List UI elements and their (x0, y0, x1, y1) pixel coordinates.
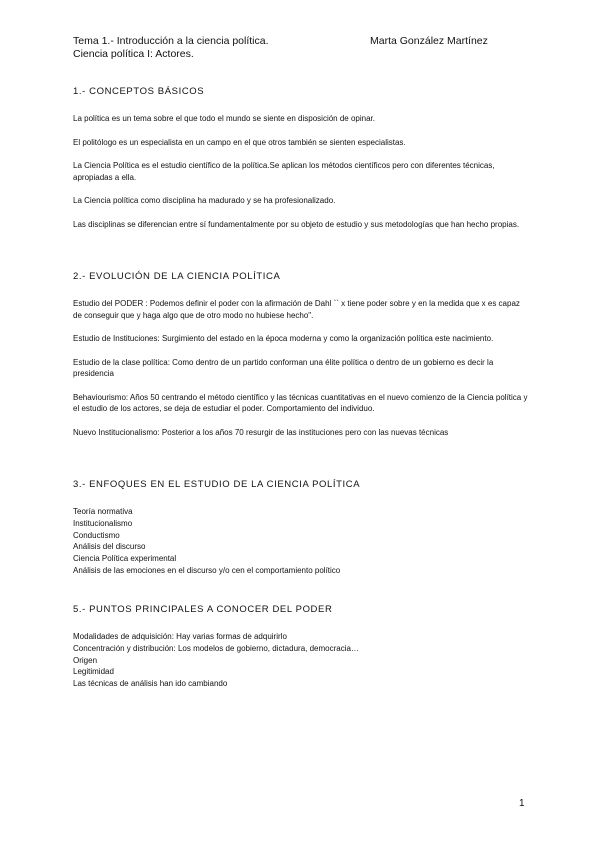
paragraph: La Ciencia política como disciplina ha madurado y se ha profesionalizado. (73, 196, 336, 205)
section-title: 2.- EVOLUCIÓN DE LA CIENCIA POLÍTICA (73, 271, 281, 282)
section-conceptos-basicos (73, 86, 528, 242)
header-topic: Tema 1.- Introducción a la ciencia política. (73, 35, 269, 47)
header-author: Marta González Martínez (370, 35, 488, 47)
list-item: Origen (73, 655, 98, 665)
list-item: Conductismo (73, 530, 120, 540)
paragraph: Estudio de la clase política: Como dentro de un partido conforman una élite política o dentro de un gobierno es decir la presidencia (73, 357, 494, 378)
list-item: Ciencia Política experimental (73, 554, 177, 564)
list-item: Las técnicas de análisis han ido cambiando (73, 679, 228, 689)
enfoques-list (73, 506, 360, 577)
list-item: Modalidades de adquisición: Hay varias formas de adquirirlo (73, 632, 287, 641)
list-item: Teoría normativa (73, 507, 133, 516)
list-item: Análisis de las emociones en el discurso y/o cen el comportamiento político (73, 565, 341, 575)
section-title: 5.- PUNTOS PRINCIPALES A CONOCER DEL PODER (73, 604, 333, 615)
section-enfoques (73, 479, 360, 577)
section-title: 1.- CONCEPTOS BÁSICOS (73, 86, 205, 97)
list-item: Análisis del discurso (73, 542, 146, 552)
header-course: Ciencia política I: Actores. (73, 48, 194, 60)
section-evolucion (73, 271, 528, 450)
list-item: Concentración y distribución: Los modelos de gobierno, dictadura, democracia… (73, 643, 359, 653)
puntos-list (73, 631, 359, 690)
page-number: 1 (519, 798, 525, 809)
paragraph: La Ciencia Política es el estudio científico de la política.Se aplican los métodos científicos pero con diferentes técnicas, apropiadas a ella. (73, 161, 495, 182)
paragraph: Nuevo Institucionalismo: Posterior a los años 70 resurgir de las instituciones pero con las nuevas técnicas (73, 427, 449, 437)
header-left (73, 35, 269, 61)
list-item: Legitimidad (73, 667, 114, 677)
paragraph: El politólogo es un especialista en un campo en el que otros también se sienten especialistas. (73, 137, 406, 147)
section-title: 3.- ENFOQUES EN EL ESTUDIO DE LA CIENCIA POLÍTICA (73, 479, 361, 490)
section-puntos-poder (73, 604, 359, 690)
paragraph: Estudio de Instituciones: Surgimiento del estado en la época moderna y como la organización política este nacimiento. (73, 334, 494, 343)
list-item: Institucionalismo (73, 518, 133, 528)
paragraph: Estudio del PODER : Podemos definir el poder con la afirmación de Dahl `` x tiene poder sobre y en la medida que x es capaz de conseguir que y haga algo que de otro modo no hubiese hecho". (73, 299, 520, 320)
paragraph: Behaviourismo: Años 50 centrando el método científico y las técnicas cuantitativas en el nuevo comienzo de la Ciencia política y el estudio de los actores, se deja de estudiar el poder. Comportamiento del individuo. (73, 392, 528, 413)
paragraph: La política es un tema sobre el que todo el mundo se siente en disposición de opinar. (73, 114, 375, 123)
paragraph: Las disciplinas se diferencian entre sí fundamentalmente por su objeto de estudio y sus metodologías que han hecho propias. (73, 219, 520, 229)
